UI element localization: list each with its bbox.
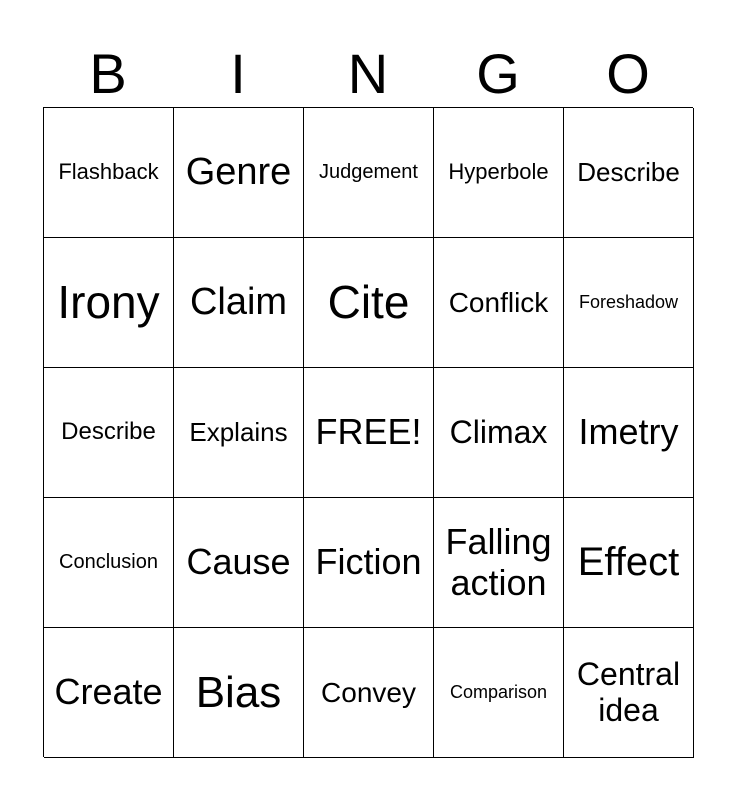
header-letter-n: N bbox=[347, 42, 389, 105]
bingo-cell[interactable]: Explains bbox=[174, 368, 304, 498]
bingo-cell[interactable]: Convey bbox=[304, 628, 434, 758]
bingo-cell[interactable]: Cite bbox=[304, 238, 434, 368]
bingo-cell[interactable]: Climax bbox=[434, 368, 564, 498]
bingo-cell[interactable]: Conflick bbox=[434, 238, 564, 368]
bingo-cell[interactable]: Claim bbox=[174, 238, 304, 368]
bingo-cell[interactable]: Effect bbox=[564, 498, 694, 628]
header-letter-b: B bbox=[89, 42, 127, 105]
bingo-cell[interactable]: Describe bbox=[564, 108, 694, 238]
bingo-cell[interactable]: Comparison bbox=[434, 628, 564, 758]
bingo-cell[interactable]: Cause bbox=[174, 498, 304, 628]
bingo-cell[interactable]: Create bbox=[44, 628, 174, 758]
bingo-cell[interactable]: Conclusion bbox=[44, 498, 174, 628]
bingo-cell[interactable]: Hyperbole bbox=[434, 108, 564, 238]
bingo-cell[interactable]: Fiction bbox=[304, 498, 434, 628]
bingo-cell[interactable]: Bias bbox=[174, 628, 304, 758]
bingo-board bbox=[43, 107, 693, 757]
bingo-cell[interactable]: Imetry bbox=[564, 368, 694, 498]
header-letter-o: O bbox=[606, 42, 650, 105]
bingo-cell[interactable]: Foreshadow bbox=[564, 238, 694, 368]
header-letter-i: I bbox=[230, 42, 246, 105]
header-letter-g: G bbox=[476, 42, 520, 105]
bingo-cell[interactable]: FREE! bbox=[304, 368, 434, 498]
bingo-cell[interactable]: Flashback bbox=[44, 108, 174, 238]
bingo-header bbox=[43, 40, 693, 108]
bingo-cell[interactable]: Irony bbox=[44, 238, 174, 368]
bingo-cell[interactable]: Genre bbox=[174, 108, 304, 238]
bingo-cell[interactable]: Judgement bbox=[304, 108, 434, 238]
bingo-cell[interactable]: Central idea bbox=[564, 628, 694, 758]
bingo-cell[interactable]: Describe bbox=[44, 368, 174, 498]
bingo-cell[interactable]: Falling action bbox=[434, 498, 564, 628]
